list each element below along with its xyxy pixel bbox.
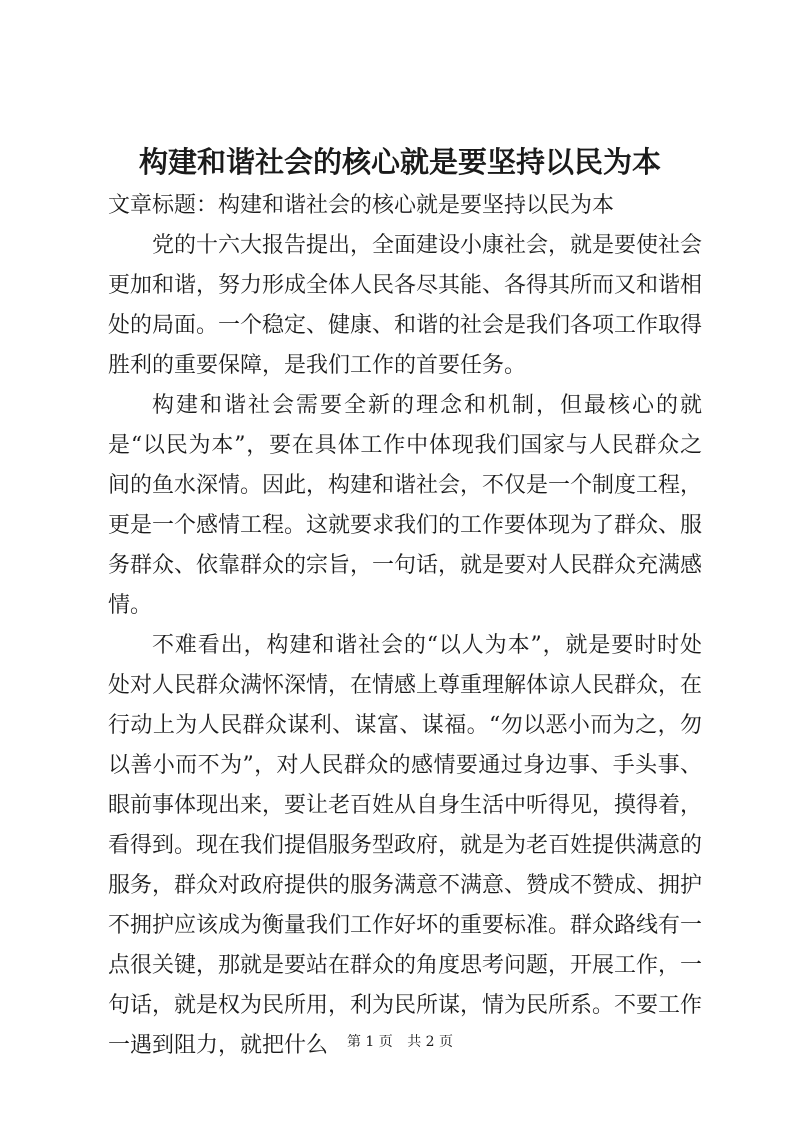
paragraph: 构建和谐社会需要全新的理念和机制，但最核心的就是“以民为本”，要在具体工作中体现我们国家与人民群众之间的鱼水深情。因此，构建和谐社会，不仅是一个制度工程，更是一个感情工程。这就要求我们的工作要体现为了群众、服务群众、依靠群众的宗旨，一句话，就是要对人民群众充满感情。 <box>108 393 703 618</box>
page-footer <box>0 1032 800 1052</box>
paragraph: 党的十六大报告提出，全面建设小康社会，就是要使社会更加和谐，努力形成全体人民各尽其能、各得其所而又和谐相处的局面。一个稳定、健康、和谐的社会是我们各项工作取得胜利的重要保障，是我们工作的首要任务。 <box>108 233 703 378</box>
article-subtitle: 文章标题：构建和谐社会的核心就是要坚持以民为本 <box>108 193 615 218</box>
document-title: 构建和谐社会的核心就是要坚持以民为本 <box>138 145 661 179</box>
paragraph: 不难看出，构建和谐社会的“以人为本”，就是要时时处处对人民群众满怀深情，在情感上尊重理解体谅人民群众，在行动上为人民群众谋利、谋富、谋福。“勿以恶小而为之，勿以善小而不为”，对人民群众的感情要通过身边事、手头事、眼前事体现出来，要让老百姓从自身生活中听得见，摸得着，看得到。现在我们提倡服务型政府，就是为老百姓提供满意的服务，群众对政府提供的服务满意不满意、赞成不赞成、拥护不拥护应该成为衡量我们工作好坏的重要标准。群众路线有一点很关键，那就是要站在群众的角度思考问题，开展工作，一句话，就是权为民所用，利为民所谋，情为民所系。不要工作一遇到阻力，就把什么 <box>108 633 703 1058</box>
document-body <box>108 226 702 1066</box>
page-number: 第 1 页 <box>346 1034 393 1050</box>
page-total: 共 2 页 <box>407 1034 454 1050</box>
